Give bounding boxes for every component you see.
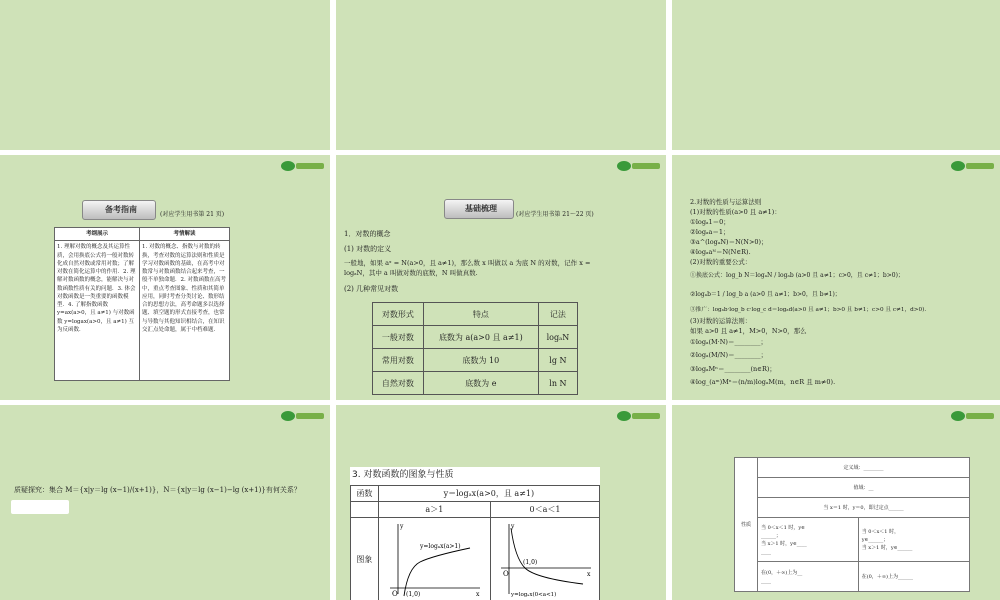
text: ____ — [761, 577, 771, 584]
text: 在(0，＋∞)上为__ — [761, 569, 803, 576]
line: 2.对数的性质与运算法则 — [690, 198, 762, 206]
cell-func: 函数 — [351, 486, 379, 502]
line: ①logₐ1＝0； — [690, 218, 730, 226]
cell-func-def: y＝logₐx(a>0，且 a≠1) — [378, 486, 599, 502]
col-header-1: 考纲展示 — [55, 228, 140, 241]
empty-cell — [351, 502, 379, 518]
line: ④log_(aᵐ)Mⁿ＝(n/m)logₐM(m，n∈R 且 m≠0). — [690, 378, 836, 386]
cell-case2: 0＜a＜1 — [491, 502, 600, 518]
table-cell: 自然对数 — [373, 372, 424, 395]
cell-range: 值域：__ — [758, 478, 970, 498]
logo-icon — [616, 409, 662, 423]
logo-icon — [280, 409, 326, 423]
line: (3)对数的运算法则： — [690, 317, 752, 325]
slide-1c — [672, 0, 1000, 150]
line: ③推广：logₐb·log_b c·log_c d＝logₐd(a>0 且 a≠1；b>0 且 b≠1；c>0 且 c≠1，d>0). — [690, 307, 927, 313]
page-note: (对应学生用书第 21 页) — [160, 211, 225, 218]
banner — [444, 199, 514, 219]
heading-2: (1) 对数的定义 — [344, 245, 392, 253]
property-table — [734, 457, 970, 592]
line: ②logₐb＝1 / log_b a (a>0 且 a≠1；b>0，且 b≠1)； — [690, 291, 841, 298]
curve-label: y=logₐx(0<a<1) — [511, 592, 557, 598]
text: 当 0＜x＜1 时， — [861, 528, 900, 535]
line: ①换底公式：log_b N＝logₐN / logₐb (a>0 且 a≠1；c>0，且 c≠1；b>0)； — [690, 272, 904, 279]
x-axis-label: x — [587, 571, 591, 578]
point-label: (1,0) — [406, 591, 421, 598]
line: ①logₐ(M·N)＝________； — [690, 338, 767, 346]
line: ②logₐa＝1； — [690, 228, 730, 236]
origin-label: O — [503, 570, 509, 578]
slide-properties-table — [672, 405, 1000, 600]
slide-properties — [672, 155, 1000, 400]
line: ②logₐ(M/N)＝________； — [690, 351, 768, 359]
text: y∈______； — [861, 536, 889, 543]
log-types-table — [372, 302, 578, 395]
table-cell: 底数为 a(a>0 且 a≠1) — [423, 326, 538, 349]
definition-line-2: logₐN，其中 a 叫做对数的底数，N 叫做真数. — [344, 269, 478, 277]
banner — [82, 200, 156, 220]
text: 当 x＞1 时，y∈______ — [861, 544, 913, 551]
cell-case2-values — [858, 518, 969, 562]
heading-1: 1．对数的概念 — [344, 230, 391, 238]
y-axis-label: y — [511, 523, 515, 530]
text: 当 x＞1 时，y∈____ — [761, 540, 807, 547]
heading-3: (2) 几种常见对数 — [344, 285, 399, 293]
point-label: (1,0) — [523, 559, 538, 566]
table-cell: ln N — [538, 372, 577, 395]
logo-icon — [950, 409, 996, 423]
line: (1)对数的性质(a>0 且 a≠1)： — [690, 208, 781, 216]
y-axis-label: y — [400, 523, 404, 530]
slide-1 — [0, 0, 330, 150]
origin-label: O — [392, 590, 399, 598]
cell-fixed-point: 当 x＝1 时，y＝0，即过定点______ — [758, 498, 970, 518]
slide-1b — [336, 0, 666, 150]
banner-label: 备考指南 — [105, 204, 137, 214]
logo-icon — [950, 159, 996, 173]
text: 当 0＜x＜1 时，y∈ — [761, 524, 805, 531]
cell-graph-label: 图象 — [351, 518, 379, 600]
cell-property: 性质 — [735, 458, 758, 592]
logo-icon — [280, 159, 326, 173]
table-cell: 一般对数 — [373, 326, 424, 349]
graph-a-lt-1 — [491, 518, 599, 598]
table-cell: 底数为 e — [423, 372, 538, 395]
exam-table — [54, 227, 230, 381]
page-note: (对应学生用书第 21～22 页) — [516, 211, 594, 218]
text: ____ — [761, 548, 771, 555]
table-cell: 底数为 10 — [423, 349, 538, 372]
slide-graph — [336, 405, 666, 600]
table-cell: lg N — [538, 349, 577, 372]
graph-table — [350, 485, 600, 600]
slide-basics — [336, 155, 666, 400]
answer-box — [11, 500, 69, 514]
line: 如果 a>0 且 a≠1，M>0，N>0，那么 — [690, 327, 807, 335]
slide-exam-guide — [0, 155, 330, 400]
section-title: 3. 对数函数的图象与性质 — [352, 470, 454, 480]
curve-label: y=logₐx(a>1) — [420, 543, 461, 550]
cell-mono-2: 在(0，＋∞)上为______ — [858, 562, 969, 592]
th-feature: 特点 — [423, 303, 538, 326]
col-text-1: 1. 理解对数的概念及其运算性质，会用换底公式将一般对数转化成自然对数或常用对数；了解对数在简化运算中的作用．2. 理解对数函数的概念，能解决与对数函数性质有关的问题．3. 体会对数函数是一类重要的函数模型．4. 了解指数函数 y=ax(a>0，且 a≠1) 与对数函数 y=logax(a>0，且 a≠1) 互为反函数． — [55, 241, 140, 381]
graph-panel — [350, 467, 600, 600]
definition-line-1: 一般地，如果 aˣ = N(a>0，且 a≠1)，那么数 x 叫做以 a 为底 N 的对数，记作 x = — [344, 259, 591, 267]
text: ______； — [761, 532, 782, 539]
x-axis-label: x — [476, 591, 480, 598]
banner-label: 基础梳理 — [465, 203, 497, 213]
graph-cell-1 — [378, 518, 490, 600]
slide-question — [0, 405, 330, 600]
table-cell: logₐN — [538, 326, 577, 349]
th-notation: 记法 — [538, 303, 577, 326]
graph-cell-2 — [491, 518, 600, 600]
col-header-2: 考情解读 — [140, 228, 230, 241]
cell-case1-values — [758, 518, 859, 562]
table-cell: 常用对数 — [373, 349, 424, 372]
cell-mono-1 — [758, 562, 859, 592]
cell-case1: a＞1 — [378, 502, 490, 518]
th-form: 对数形式 — [373, 303, 424, 326]
col-text-2: 1. 对数的概念、指数与对数的转换，考查对数的运算法则和性质是学习对数函数的基础，在高考中对数常与对数函数结合起来考查，一般不单独命题．2. 对数函数在高考中，重点考查图象、性质和其简单应用，同时考查分类讨论、数形结合的思想方法，高考命题多以选择题、填空题的形式直接考查，也常与导数与其他知识相结合，在知识交汇点处命题，属于中档难题． — [140, 241, 230, 381]
line: ③a^(logₐN)＝N(N>0)； — [690, 238, 768, 246]
logo-icon — [616, 159, 662, 173]
line: (2)对数的重要公式： — [690, 258, 752, 266]
graph-a-gt-1 — [380, 518, 488, 598]
line: ③logₐMⁿ＝________(n∈R)； — [690, 365, 776, 373]
cell-domain: 定义域：________ — [758, 458, 970, 478]
line: ④logₐaᴺ＝N(N∈R). — [690, 248, 751, 256]
question-text: 质疑探究：集合 M＝{x|y＝lg (x−1)/(x+1)}，N＝{x|y＝lg (x−1)−lg (x+1)}有何关系？ — [14, 486, 301, 494]
